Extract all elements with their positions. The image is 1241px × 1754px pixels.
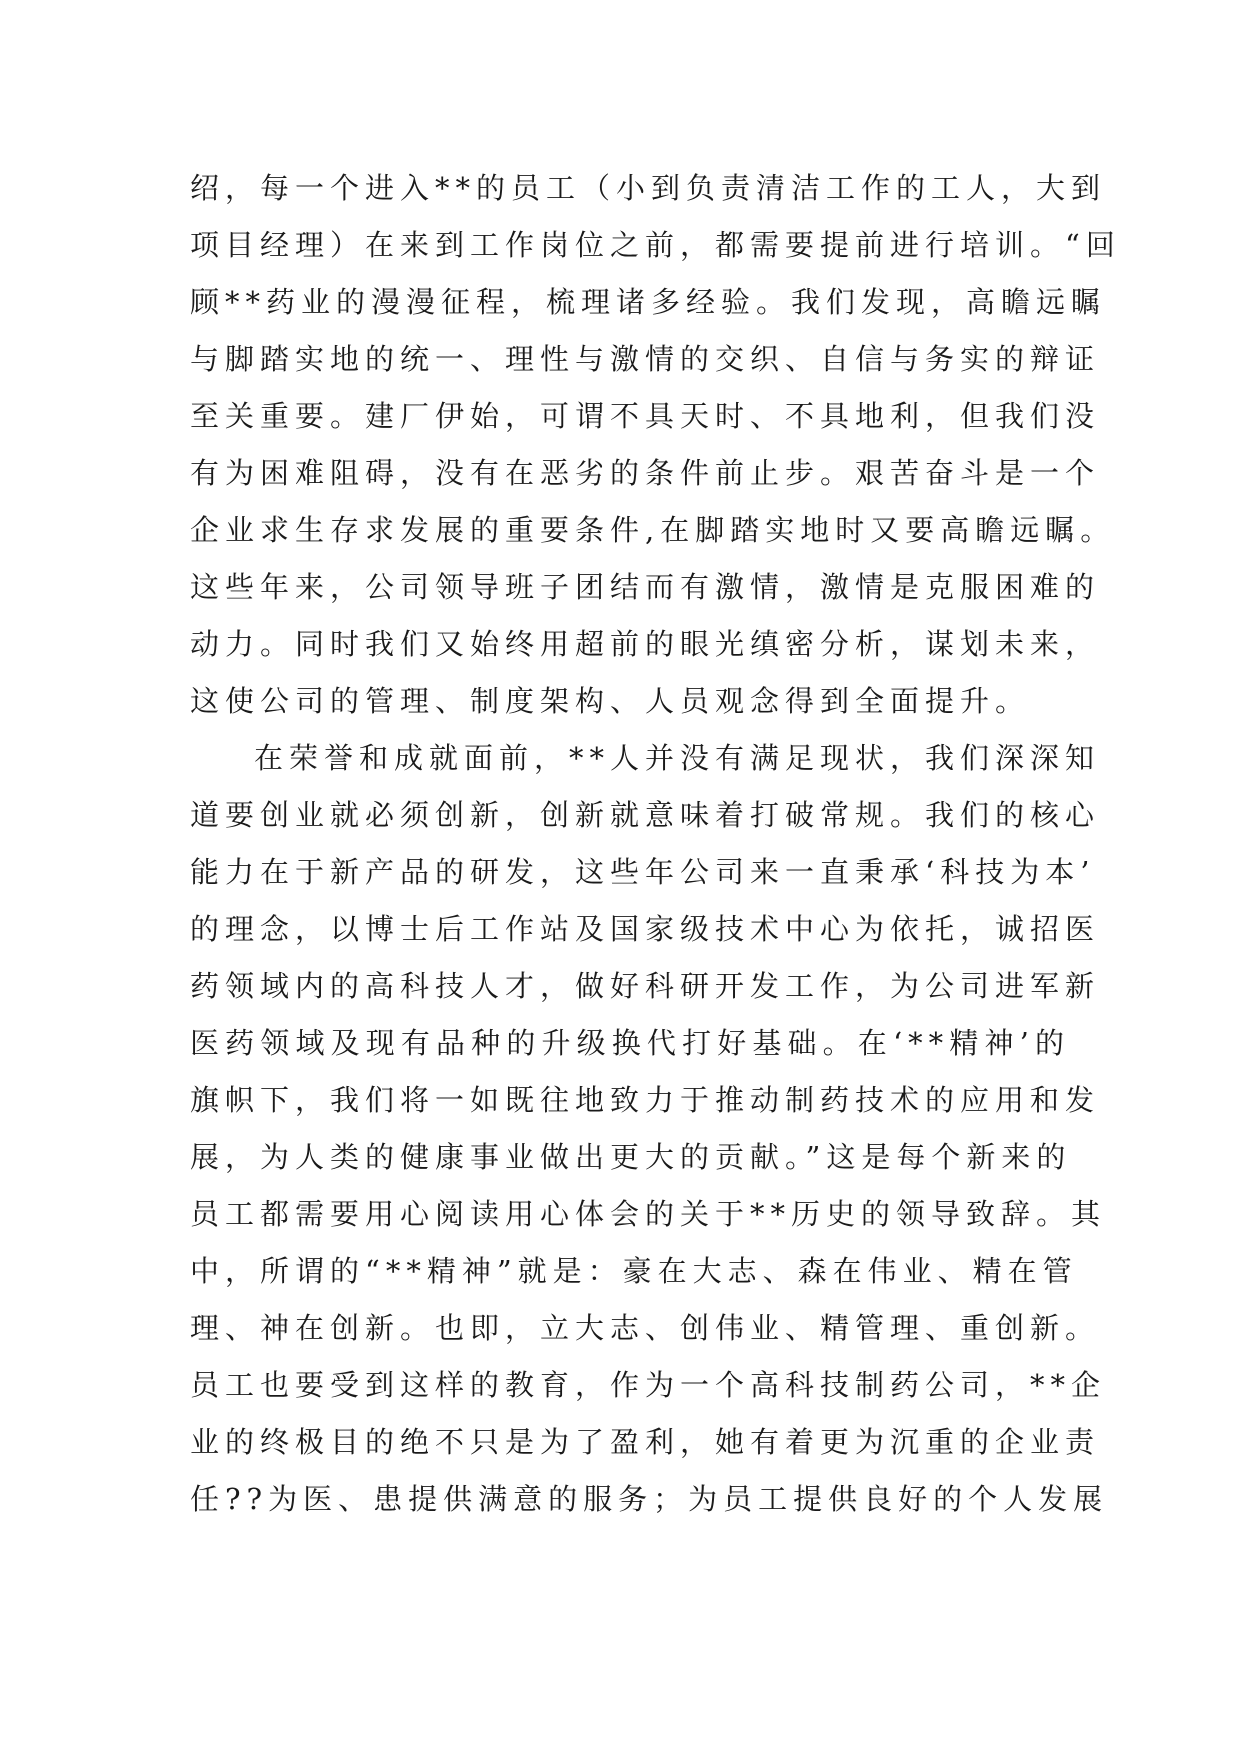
text-line: 项目经理）在来到工作岗位之前，都需要提前进行培训。“回 [190, 228, 1121, 262]
text-line: 动力。同时我们又始终用超前的眼光缜密分析，谋划未来， [190, 627, 1101, 661]
text-line: 企业求生存求发展的重要条件,在脚踏实地时又要高瞻远瞩。 [190, 513, 1116, 547]
paragraph-first-line: 在荣誉和成就面前，**人并没有满足现状，我们深深知 [254, 741, 1101, 775]
text-line: 顾**药业的漫漫征程，梳理诸多经验。我们发现，高瞻远瞩 [190, 285, 1107, 319]
text-line: 药领域内的高科技人才，做好科研开发工作，为公司进军新 [190, 969, 1101, 1003]
text-line: 任??为医、患提供满意的服务；为员工提供良好的个人发展 [190, 1482, 1109, 1516]
text-line: 至关重要。建厂伊始，可谓不具天时、不具地利，但我们没 [190, 399, 1101, 433]
text-line: 的理念，以博士后工作站及国家级技术中心为依托，诚招医 [190, 912, 1101, 946]
text-line: 与脚踏实地的统一、理性与激情的交织、自信与务实的辩证 [190, 342, 1101, 376]
text-line: 理、神在创新。也即，立大志、创伟业、精管理、重创新。 [190, 1311, 1101, 1345]
text-line: 医药领域及现有品种的升级换代打好基础。在‘**精神’的 [190, 1026, 1070, 1060]
text-line: 能力在于新产品的研发，这些年公司来一直秉承‘科技为本’ [190, 855, 1096, 889]
text-line: 旗帜下，我们将一如既往地致力于推动制药技术的应用和发 [190, 1083, 1101, 1117]
body-text [190, 160, 1121, 1528]
text-line: 业的终极目的绝不只是为了盈利，她有着更为沉重的企业责 [190, 1425, 1101, 1459]
text-line: 员工都需要用心阅读用心体会的关于**历史的领导致辞。其 [190, 1197, 1107, 1231]
text-line: 这些年来，公司领导班子团结而有激情，激情是克服困难的 [190, 570, 1101, 604]
text-line: 展，为人类的健康事业做出更大的贡献。”这是每个新来的 [190, 1140, 1072, 1174]
text-line: 有为困难阻碍，没有在恶劣的条件前止步。艰苦奋斗是一个 [190, 456, 1101, 490]
text-line: 员工也要受到这样的教育，作为一个高科技制药公司，**企 [190, 1368, 1107, 1402]
text-line: 中，所谓的“**精神”就是：豪在大志、森在伟业、精在管 [190, 1254, 1078, 1288]
text-line: 道要创业就必须创新，创新就意味着打破常规。我们的核心 [190, 798, 1101, 832]
text-line: 这使公司的管理、制度架构、人员观念得到全面提升。 [190, 684, 1031, 718]
text-line: 绍，每一个进入**的员工（小到负责清洁工作的工人，大到 [190, 171, 1107, 205]
